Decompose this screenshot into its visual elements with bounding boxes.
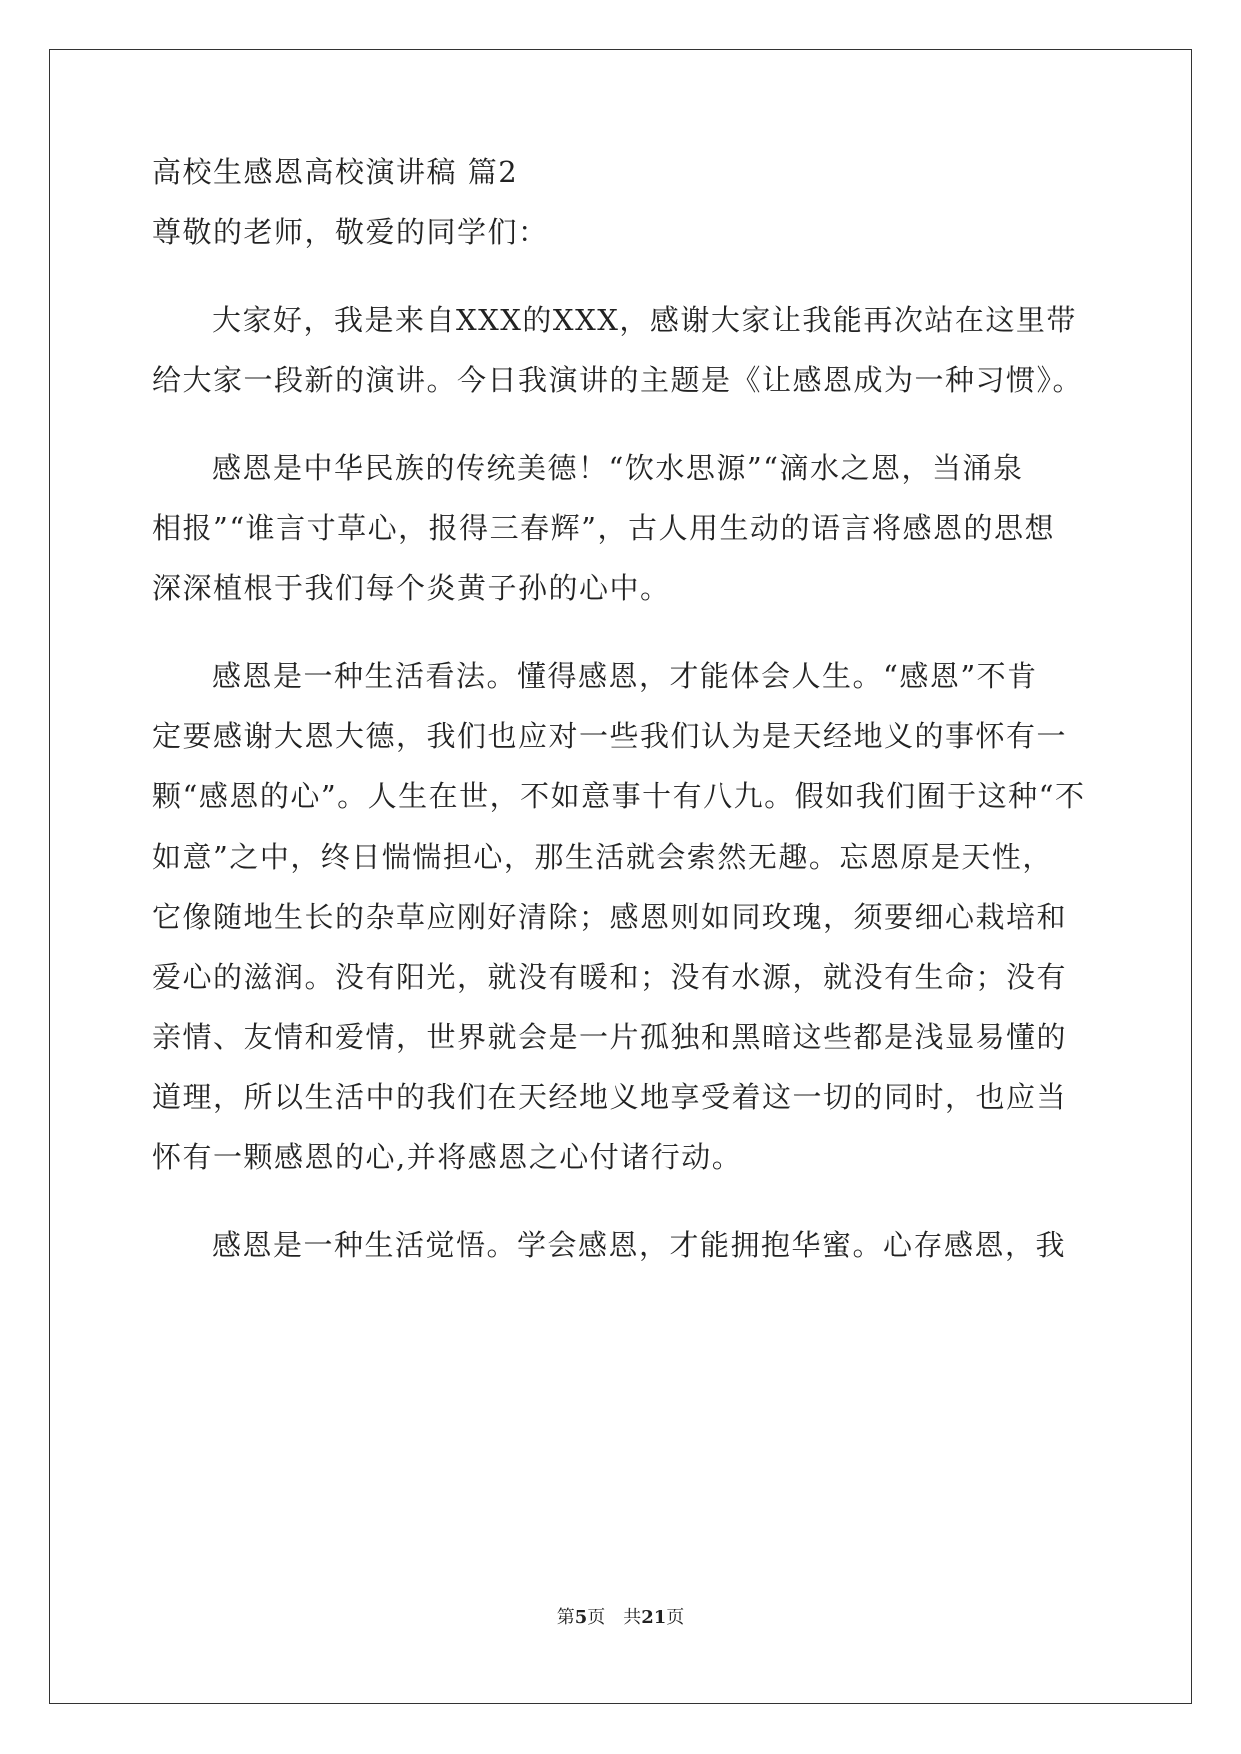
- salutation: 尊敬的老师，敬爱的同学们：: [152, 215, 549, 249]
- body-line: 爱心的滋润。没有阳光，就没有暖和；没有水源，就没有生命；没有: [152, 960, 1068, 994]
- body-line: 相报”“谁言寸草心，报得三春辉”，古人用生动的语言将感恩的思想: [152, 511, 1055, 545]
- footer-mid: 页 共: [587, 1607, 642, 1628]
- body-line: 感恩是中华民族的传统美德！“饮水思源”“滴水之恩，当涌泉: [212, 451, 1024, 485]
- document-title: 高校生感恩高校演讲稿 篇2: [152, 155, 519, 189]
- body-line: 定要感谢大恩大德，我们也应对一些我们认为是天经地义的事怀有一: [152, 719, 1068, 753]
- body-line: 它像随地生长的杂草应刚好清除；感恩则如同玫瑰，须要细心栽培和: [152, 900, 1068, 934]
- body-line: 道理，所以生活中的我们在天经地义地享受着这一切的同时，也应当: [152, 1080, 1068, 1114]
- body-line: 感恩是一种生活觉悟。学会感恩，才能拥抱华蜜。心存感恩，我: [212, 1228, 1067, 1262]
- body-line: 颗“感恩的心”。人生在世，不如意事十有八九。假如我们囿于这种“不: [152, 779, 1086, 813]
- body-line: 给大家一段新的演讲。今日我演讲的主题是《让感恩成为一种习惯》。: [152, 363, 1084, 397]
- body-line: 深深植根于我们每个炎黄子孙的心中。: [152, 571, 671, 605]
- body-line: 感恩是一种生活看法。懂得感恩，才能体会人生。“感恩”不肯: [212, 659, 1038, 693]
- body-line: 亲情、友情和爱情，世界就会是一片孤独和黑暗这些都是浅显易懂的: [152, 1020, 1068, 1054]
- total-page-number: 21: [641, 1607, 667, 1628]
- page-footer: [0, 1606, 1241, 1630]
- body-line: 大家好，我是来自XXX的XXX，感谢大家让我能再次站在这里带: [212, 303, 1077, 337]
- body-line: 怀有一颗感恩的心,并将感恩之心付诸行动。: [152, 1140, 743, 1174]
- body-line: 如意”之中，终日惴惴担心，那生活就会索然无趣。忘恩原是天性，: [152, 840, 1053, 874]
- current-page-number: 5: [574, 1607, 588, 1628]
- footer-prefix: 第: [556, 1607, 575, 1628]
- footer-suffix: 页: [666, 1607, 685, 1628]
